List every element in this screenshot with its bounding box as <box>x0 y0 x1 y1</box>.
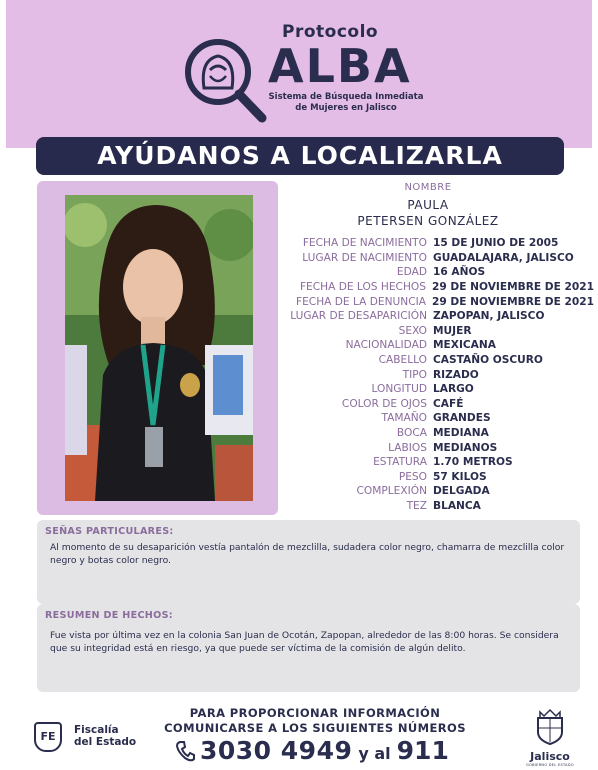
detail-row <box>284 338 594 353</box>
detail-value: MEXICANA <box>433 339 496 352</box>
detail-value: DELGADA <box>433 485 490 498</box>
detail-row <box>284 251 594 266</box>
first-name: PAULA <box>407 198 449 212</box>
resumen-title: RESUMEN DE HECHOS: <box>45 610 173 621</box>
photo-frame <box>37 181 278 515</box>
detail-label: PESO <box>398 470 427 483</box>
contact-line1: PARA PROPORCIONAR INFORMACIÓN <box>189 706 441 720</box>
logo-subtitle-line1: Sistema de Búsqueda Inmediata <box>268 92 424 102</box>
jalisco-logo <box>520 706 580 767</box>
detail-label: TIPO <box>402 368 427 381</box>
phone-icon <box>175 740 195 762</box>
jalisco-subtitle: GOBIERNO DEL ESTADO <box>526 763 574 767</box>
header <box>6 0 592 148</box>
detail-row <box>284 470 594 485</box>
help-locate-banner: AYÚDANOS A LOCALIZARLA <box>36 137 564 175</box>
detail-row <box>284 236 594 251</box>
fe-badge-icon: FE <box>34 722 62 752</box>
detail-label: BOCA <box>396 427 427 440</box>
senas-title: SEÑAS PARTICULARES: <box>45 526 174 537</box>
detail-label: SEXO <box>398 324 427 337</box>
detail-value: MEDIANOS <box>433 441 498 454</box>
phone-and-text: y al <box>358 744 391 763</box>
name-label: NOMBRE <box>404 182 452 193</box>
fiscalia-line2: del Estado <box>74 736 137 748</box>
contact-line2: COMUNICARSE A LOS SIGUIENTES NÚMEROS <box>164 721 466 735</box>
senas-panel <box>37 520 580 604</box>
detail-label: CABELLO <box>378 354 427 367</box>
detail-value: 1.70 METROS <box>433 456 513 469</box>
detail-label: LUGAR DE DESAPARICIÓN <box>290 310 427 323</box>
detail-label: COMPLEXIÓN <box>356 485 427 498</box>
detail-value: GUADALAJARA, JALISCO <box>433 251 574 264</box>
detail-row <box>284 309 594 324</box>
logo-subtitle-line2: de Mujeres en Jalisco <box>295 103 397 113</box>
phone-number-primary[interactable]: 3030 4949 <box>200 736 353 765</box>
detail-value: CAFÉ <box>433 397 464 410</box>
detail-value: 29 DE NOVIEMBRE DE 2021 <box>431 281 594 294</box>
detail-label: FECHA DE LOS HECHOS <box>299 281 426 294</box>
resumen-text: Fue vista por última vez en la colonia San Juan de Ocotán, Zapopan, alrededor de las 8:00 horas. Se considera que su integridad está en riesgo, ya que puede ser víctima de la comisión de algún delito. <box>50 630 559 654</box>
detail-row <box>284 324 594 339</box>
detail-value: LARGO <box>433 383 474 396</box>
detail-label: LONGITUD <box>371 383 427 396</box>
detail-row <box>284 397 594 412</box>
detail-label: LUGAR DE NACIMIENTO <box>302 251 427 264</box>
detail-label: FECHA DE LA DENUNCIA <box>296 295 426 308</box>
fiscalia-name <box>74 724 136 748</box>
person-photo-image <box>65 195 253 501</box>
detail-label: NACIONALIDAD <box>345 339 427 352</box>
detail-row <box>284 484 594 499</box>
detail-value: CASTAÑO OSCURO <box>433 354 543 367</box>
detail-value: BLANCA <box>433 499 481 512</box>
detail-row <box>284 280 594 295</box>
detail-label: ESTATURA <box>373 456 427 469</box>
detail-row <box>284 265 594 280</box>
detail-row <box>284 411 594 426</box>
logo-alba-text: ALBA <box>268 39 412 93</box>
logo-protocolo-text: Protocolo <box>282 22 379 42</box>
detail-label: LABIOS <box>388 441 427 454</box>
jalisco-name: Jalisco <box>530 750 570 763</box>
detail-value: ZAPOPAN, JALISCO <box>433 310 545 323</box>
detail-value: 15 DE JUNIO DE 2005 <box>433 237 559 250</box>
person-photo <box>65 195 253 501</box>
detail-row <box>284 353 594 368</box>
phone-number-emergency[interactable]: 911 <box>396 736 449 765</box>
fiscalia-line1: Fiscalía <box>74 724 119 736</box>
detail-row <box>284 367 594 382</box>
logo-subtitle <box>266 92 426 114</box>
detail-value: 16 AÑOS <box>433 266 486 279</box>
jalisco-crest-icon <box>530 706 570 746</box>
detail-row <box>284 294 594 309</box>
detail-value: GRANDES <box>433 412 491 425</box>
detail-row <box>284 382 594 397</box>
detail-label: FECHA DE NACIMIENTO <box>302 237 427 250</box>
detail-value: MUJER <box>433 324 472 337</box>
detail-label: EDAD <box>396 266 427 279</box>
detail-row <box>284 499 594 514</box>
detail-row <box>284 455 594 470</box>
magnifier-woman-icon <box>182 36 272 126</box>
senas-text: Al momento de su desaparición vestía pantalón de mezclilla, sudadera color negro, chamarra de mezclilla color negro y botas color negro. <box>50 542 565 566</box>
detail-value: MEDIANA <box>433 427 489 440</box>
detail-value: 57 KILOS <box>433 470 487 483</box>
detail-label: TAMAÑO <box>381 412 427 425</box>
detail-row <box>284 426 594 441</box>
detail-row <box>284 440 594 455</box>
phone-row <box>175 736 449 766</box>
alba-logo <box>182 18 442 128</box>
detail-value: RIZADO <box>433 368 479 381</box>
resumen-panel <box>37 604 580 692</box>
detail-value: 29 DE NOVIEMBRE DE 2021 <box>431 295 594 308</box>
detail-label: COLOR DE OJOS <box>341 397 427 410</box>
detail-label: TEZ <box>406 499 427 512</box>
last-name: PETERSEN GONZÁLEZ <box>357 214 499 228</box>
fiscalia-logo <box>34 722 137 752</box>
details-list <box>284 236 594 513</box>
